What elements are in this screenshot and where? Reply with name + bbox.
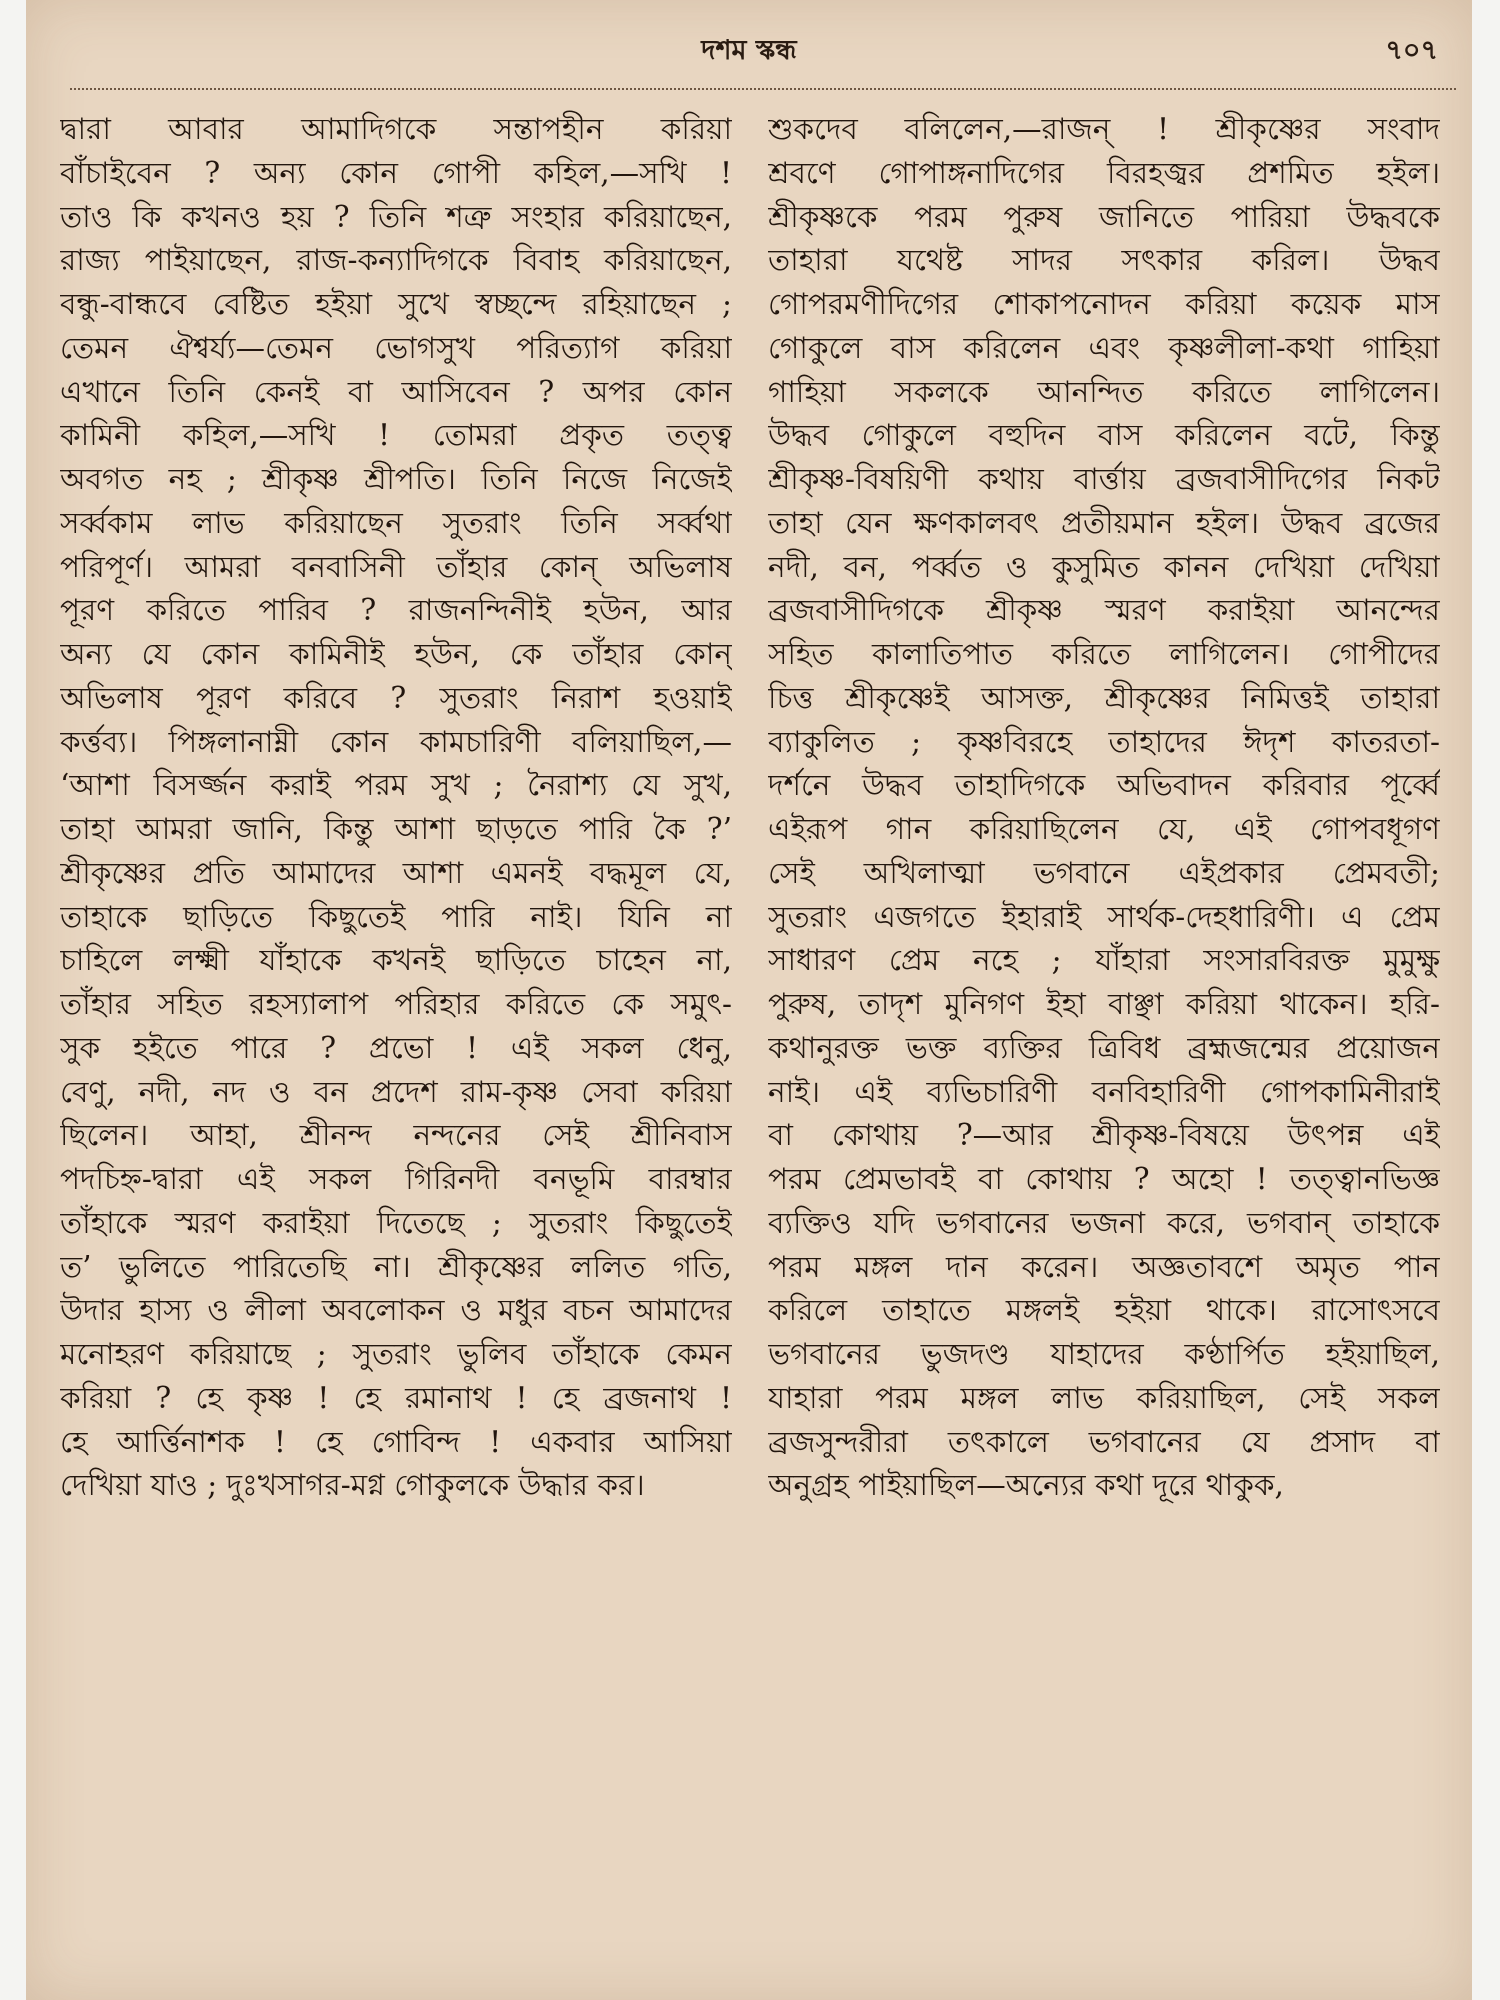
text-line: দেখিয়া যাও ; দুঃখসাগর-মগ্ন গোকুলকে উদ্ধার কর। — [60, 1468, 645, 1503]
text-line: তাহারা যথেষ্ট সাদর সৎকার করিল। উদ্ধব — [768, 243, 1440, 278]
text-line: চিত্ত শ্রীকৃষ্ণেই আসক্ত, শ্রীকৃষ্ণের নিমিত্তই তাহারা — [768, 680, 1440, 715]
text-line: দর্শনে উদ্ধব তাহাদিগকে অভিবাদন করিবার পূর্ব্বে — [768, 768, 1440, 803]
text-line: সুতরাং এজগতে ইহারাই সার্থক-দেহধারিণী। এ প্রেম — [768, 899, 1440, 934]
text-line: গাহিয়া সকলকে আনন্দিত করিতে লাগিলেন। — [768, 374, 1440, 409]
text-line: যাহারা পরম মঙ্গল লাভ করিয়াছিল, সেই সকল — [768, 1380, 1440, 1415]
text-line: তেমন ঐশ্বর্য্য—তেমন ভোগসুখ পরিত্যাগ করিয়া — [60, 330, 732, 365]
text-line: তাহাকে ছাড়িতে কিছুতেই পারি নাই। যিনি না — [60, 899, 732, 934]
chapter-title: দশম স্কন্ধ — [701, 35, 797, 66]
text-line: পরিপূর্ণ। আমরা বনবাসিনী তাঁহার কোন্ অভিলাষ — [60, 549, 732, 584]
book-page — [26, 0, 1472, 2000]
text-line: এখানে তিনি কেনই বা আসিবেন ? অপর কোন — [60, 374, 732, 409]
text-line: কর্ত্তব্য। পিঙ্গলানাম্নী কোন কামচারিণী বলিয়াছিল,— — [60, 724, 732, 759]
text-line: গোপরমণীদিগের শোকাপনোদন করিয়া কয়েক মাস — [768, 287, 1440, 321]
text-line: অবগত নহ ; শ্রীকৃষ্ণ শ্রীপতি। তিনি নিজে নিজেই — [60, 462, 732, 496]
text-line: শুকদেব বলিলেন,—রাজন্ ! শ্রীকৃষ্ণের সংবাদ — [768, 112, 1440, 146]
text-line: সর্ব্বকাম লাভ করিয়াছেন সুতরাং তিনি সর্ব্বথা — [60, 505, 732, 540]
page-header — [26, 30, 1472, 80]
text-line: নদী, বন, পর্ব্বত ও কুসুমিত কানন দেখিয়া দেখিয়া — [768, 549, 1440, 584]
text-line: গোকুলে বাস করিলেন এবং কৃষ্ণলীলা-কথা গাহিয়া — [768, 330, 1440, 365]
text-line: তাহা আমরা জানি, কিন্তু আশা ছাড়তে পারি কৈ ?’ — [60, 812, 732, 846]
text-line: বন্ধু-বান্ধবে বেষ্টিত হইয়া সুখে স্বচ্ছন্দে রহিয়াছেন ; — [60, 287, 732, 321]
text-line: ছিলেন। আহা, শ্রীনন্দ নন্দনের সেই শ্রীনিবাস — [60, 1118, 732, 1153]
text-line: তাও কি কখনও হয় ? তিনি শত্রু সংহার করিয়াছেন, — [60, 199, 732, 234]
right-column — [768, 108, 1440, 1508]
text-line: পূরণ করিতে পারিব ? রাজনন্দিনীই হউন, আর — [60, 593, 732, 628]
text-line: ভগবানের ভুজদণ্ড যাহাদের কণ্ঠার্পিত হইয়াছিল, — [768, 1337, 1440, 1371]
text-line: বেণু, নদী, নদ ও বন প্রদেশ রাম-কৃষ্ণ সেবা করিয়া — [60, 1074, 732, 1109]
text-line: সহিত কালাতিপাত করিতে লাগিলেন। গোপীদের — [768, 637, 1440, 671]
page-number: ৭০৭ — [1385, 35, 1438, 66]
text-line: চাহিলে লক্ষ্মী যাঁহাকে কখনই ছাড়িতে চাহেন না, — [60, 943, 732, 978]
text-line: ‘আশা বিসর্জ্জন করাই পরম সুখ ; নৈরাশ্য যে সুখ, — [60, 768, 732, 803]
text-line: শ্রবণে গোপাঙ্গনাদিগের বিরহজ্বর প্রশমিত হইল। — [768, 155, 1440, 190]
text-line: হে আর্ত্তিনাশক ! হে গোবিন্দ ! একবার আসিয়া — [60, 1424, 732, 1459]
text-line: সাধারণ প্রেম নহে ; যাঁহারা সংসারবিরক্ত মুমুক্ষু — [768, 943, 1440, 978]
text-line: কামিনী কহিল,—সখি ! তোমরা প্রকৃত তত্ত্ব — [60, 418, 732, 453]
header-divider — [70, 88, 1456, 90]
text-line: দ্বারা আবার আমাদিগকে সন্তাপহীন করিয়া — [60, 112, 732, 146]
text-line: সুক হইতে পারে ? প্রভো ! এই সকল ধেনু, — [60, 1030, 732, 1065]
text-line: তাঁহার সহিত রহস্যালাপ পরিহার করিতে কে সমুৎ- — [60, 987, 732, 1021]
text-line: ব্রজবাসীদিগকে শ্রীকৃষ্ণ স্মরণ করাইয়া আনন্দের — [768, 593, 1440, 628]
text-line: তাঁহাকে স্মরণ করাইয়া দিতেছে ; সুতরাং কিছুতেই — [60, 1205, 732, 1240]
text-line: ব্যাকুলিত ; কৃষ্ণবিরহে তাহাদের ঈদৃশ কাতরতা- — [768, 724, 1440, 759]
text-line: ত’ ভুলিতে পারিতেছি না। শ্রীকৃষ্ণের ললিত গতি, — [60, 1249, 732, 1284]
text-line: মনোহরণ করিয়াছে ; সুতরাং ভুলিব তাঁহাকে কেমন — [60, 1337, 732, 1371]
left-column — [60, 108, 732, 1508]
text-line: এইরূপ গান করিয়াছিলেন যে, এই গোপবধূগণ — [768, 812, 1440, 846]
text-line: অভিলাষ পূরণ করিবে ? সুতরাং নিরাশ হওয়াই — [60, 680, 732, 715]
text-line: পরম মঙ্গল দান করেন। অজ্ঞতাবশে অমৃত পান — [768, 1249, 1440, 1284]
text-line: সেই অখিলাত্মা ভগবানে এইপ্রকার প্রেমবতী; — [768, 855, 1440, 890]
text-line: বা কোথায় ?—আর শ্রীকৃষ্ণ-বিষয়ে উৎপন্ন এই — [768, 1118, 1440, 1153]
text-line: শ্রীকৃষ্ণকে পরম পুরুষ জানিতে পারিয়া উদ্ধবকে — [768, 199, 1440, 234]
text-line: নাই। এই ব্যভিচারিণী বনবিহারিণী গোপকামিনীরাই — [768, 1074, 1440, 1109]
text-line: উদ্ধব গোকুলে বহুদিন বাস করিলেন বটে, কিন্তু — [768, 418, 1440, 453]
text-line: রাজ্য পাইয়াছেন, রাজ-কন্যাদিগকে বিবাহ করিয়াছেন, — [60, 243, 732, 278]
text-line: পদচিহ্ন-দ্বারা এই সকল গিরিনদী বনভূমি বারম্বার — [60, 1162, 732, 1196]
text-line: পরম প্রেমভাবই বা কোথায় ? অহো ! তত্ত্বানভিজ্ঞ — [768, 1162, 1440, 1196]
text-line: শ্রীকৃষ্ণ-বিষয়িণী কথায় বার্ত্তায় ব্রজবাসীদিগের নিকট — [768, 462, 1440, 496]
text-line: ব্যক্তিও যদি ভগবানের ভজনা করে, ভগবান্ তাহাকে — [768, 1205, 1440, 1240]
text-line: পুরুষ, তাদৃশ মুনিগণ ইহা বাঞ্ছা করিয়া থাকেন। হরি- — [768, 987, 1440, 1021]
text-line: শ্রীকৃষ্ণের প্রতি আমাদের আশা এমনই বদ্ধমূল যে, — [60, 855, 732, 890]
text-line: কথানুরক্ত ভক্ত ব্যক্তির ত্রিবিধ ব্রহ্মজন্মের প্রয়োজন — [768, 1030, 1440, 1065]
text-line: অন্য যে কোন কামিনীই হউন, কে তাঁহার কোন্ — [60, 637, 732, 671]
text-line: করিলে তাহাতে মঙ্গলই হইয়া থাকে। রাসোৎসবে — [768, 1293, 1440, 1328]
text-line: করিয়া ? হে কৃষ্ণ ! হে রমানাথ ! হে ব্রজনাথ ! — [60, 1380, 732, 1415]
text-line: অনুগ্রহ পাইয়াছিল—অন্যের কথা দূরে থাকুক, — [768, 1468, 1284, 1503]
text-line: ব্রজসুন্দরীরা তৎকালে ভগবানের যে প্রসাদ বা — [768, 1424, 1440, 1459]
text-line: উদার হাস্য ও লীলা অবলোকন ও মধুর বচন আমাদের — [60, 1293, 732, 1328]
text-line: বাঁচাইবেন ? অন্য কোন গোপী কহিল,—সখি ! — [60, 155, 732, 190]
text-line: তাহা যেন ক্ষণকালবৎ প্রতীয়মান হইল। উদ্ধব ব্রজের — [768, 505, 1440, 540]
